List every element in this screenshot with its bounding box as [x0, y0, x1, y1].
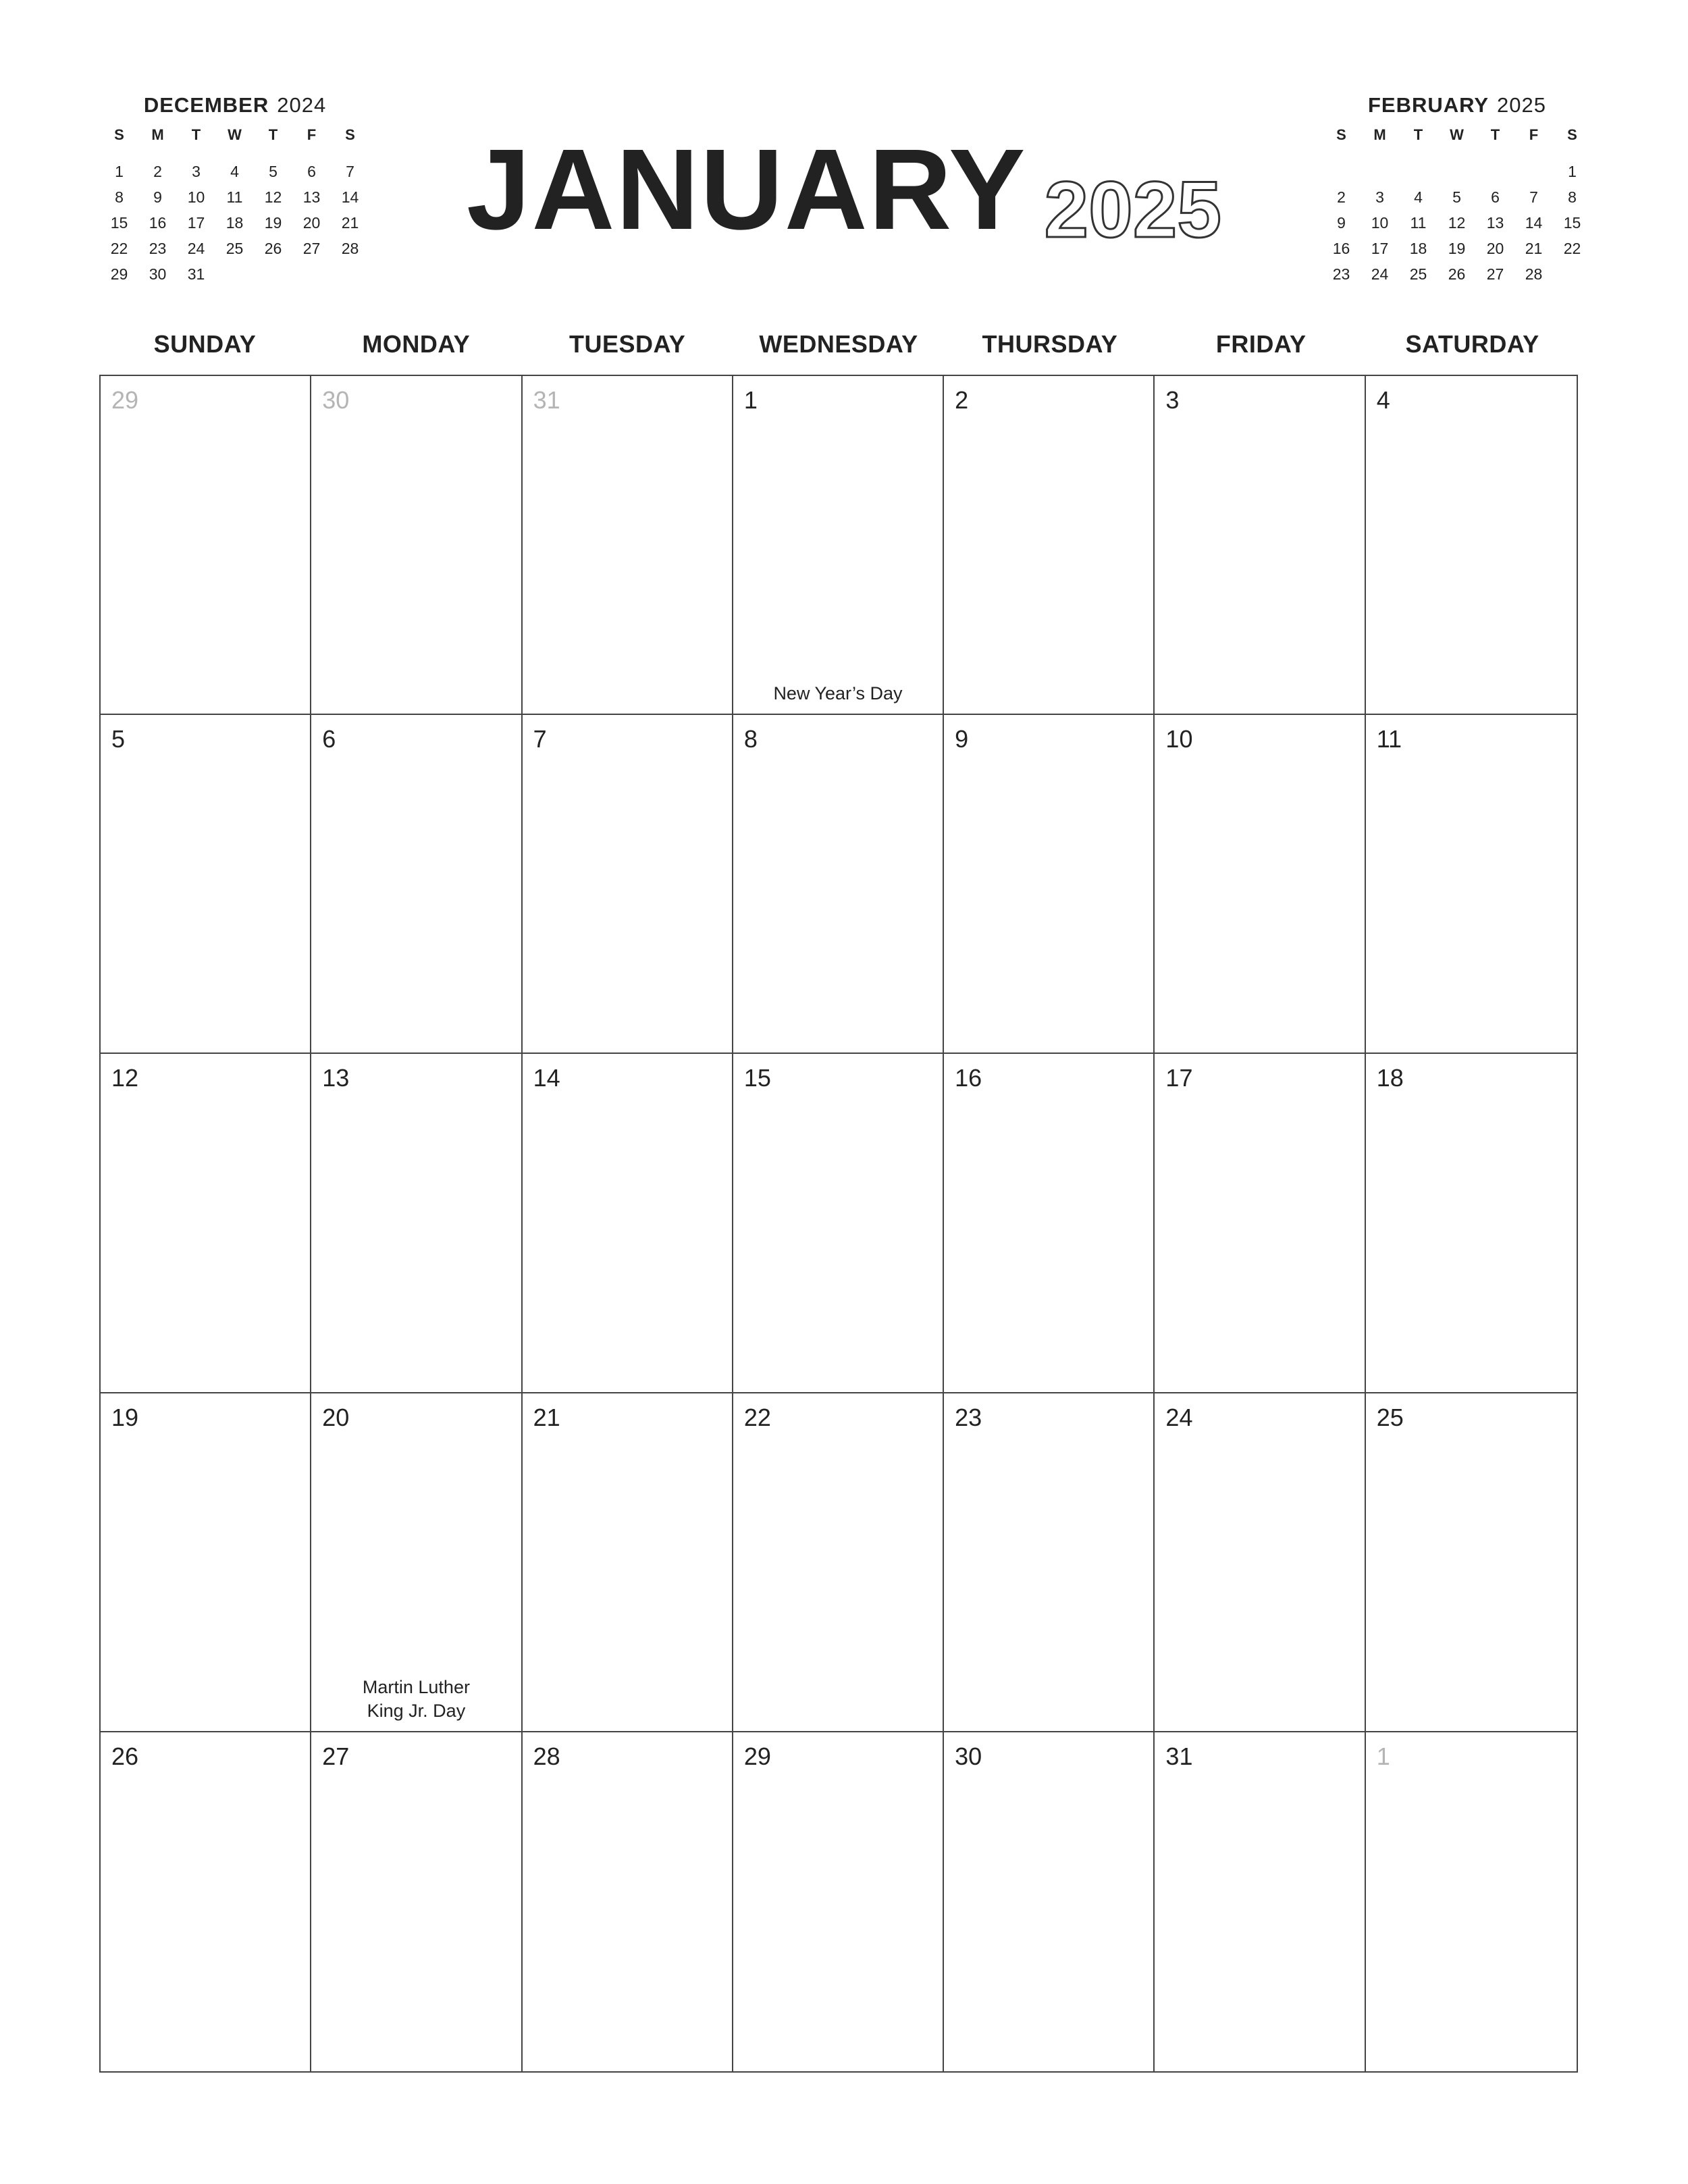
day-number: 2	[955, 386, 969, 414]
day-cell[interactable]	[1155, 1732, 1365, 2071]
mini-day: 18	[1409, 240, 1427, 257]
day-number-adjacent-month: 30	[322, 386, 350, 414]
day-number: 12	[111, 1064, 139, 1092]
mini-day: 21	[1525, 240, 1543, 257]
day-number: 13	[322, 1064, 350, 1092]
mini-day-header: M	[1373, 126, 1386, 143]
day-cell[interactable]	[1155, 1054, 1365, 1393]
mini-day: 13	[302, 188, 321, 206]
day-cell[interactable]	[311, 1054, 522, 1393]
day-cell[interactable]	[311, 376, 522, 715]
mini-day: 25	[226, 240, 244, 257]
mini-day	[1553, 261, 1591, 287]
mini-day	[1322, 159, 1361, 184]
mini-day: 15	[1563, 214, 1581, 232]
day-cell[interactable]	[1155, 715, 1365, 1054]
mini-day: 14	[1525, 214, 1543, 232]
mini-day: 13	[1486, 214, 1504, 232]
mini-day: 28	[341, 240, 359, 257]
mini-calendar-grid	[1322, 125, 1592, 313]
mini-day: 4	[1414, 188, 1423, 206]
weekday-header: SATURDAY	[1405, 330, 1539, 358]
mini-calendar-month: DECEMBER	[143, 93, 269, 117]
day-cell[interactable]	[733, 1054, 944, 1393]
day-cell[interactable]	[101, 1732, 311, 2071]
mini-day: 9	[1337, 214, 1346, 232]
mini-day: 5	[1452, 188, 1461, 206]
day-cell[interactable]	[733, 376, 944, 715]
mini-day: 27	[1486, 265, 1504, 283]
holiday-label: New Year’s Day	[773, 683, 903, 704]
mini-day: 5	[269, 163, 278, 180]
mini-day-header: F	[307, 126, 317, 143]
mini-day: 21	[341, 214, 359, 232]
day-number: 4	[1376, 386, 1390, 414]
day-cell[interactable]	[1366, 376, 1577, 715]
day-number: 26	[111, 1742, 139, 1770]
day-cell[interactable]	[523, 376, 733, 715]
mini-day: 17	[1371, 240, 1389, 257]
mini-day: 18	[226, 214, 244, 232]
day-number: 28	[533, 1742, 560, 1770]
mini-day	[100, 287, 138, 313]
weekday-header: TUESDAY	[569, 330, 686, 358]
day-cell[interactable]	[944, 1393, 1155, 1732]
day-cell[interactable]	[523, 1732, 733, 2071]
day-number: 10	[1165, 725, 1193, 753]
mini-day: 19	[264, 214, 282, 232]
mini-day: 28	[1525, 265, 1543, 283]
day-number: 5	[111, 725, 126, 753]
day-number: 6	[322, 725, 336, 753]
mini-day-header: W	[1450, 126, 1464, 143]
mini-calendar-month: FEBRUARY	[1367, 93, 1489, 117]
day-cell[interactable]	[311, 1393, 522, 1732]
mini-day: 11	[1410, 214, 1427, 232]
mini-day: 3	[1375, 188, 1384, 206]
day-cell[interactable]	[1366, 1732, 1577, 2071]
weekday-header: THURSDAY	[982, 330, 1118, 358]
mini-day: 1	[1568, 163, 1577, 180]
mini-day	[1514, 159, 1553, 184]
day-cell[interactable]	[944, 1054, 1155, 1393]
day-number: 11	[1376, 725, 1402, 753]
day-cell[interactable]	[733, 1393, 944, 1732]
mini-day: 20	[302, 214, 321, 232]
mini-day: 22	[110, 240, 128, 257]
mini-day: 19	[1448, 240, 1466, 257]
day-number: 16	[955, 1064, 982, 1092]
mini-day: 8	[115, 188, 124, 206]
mini-calendar-title	[1322, 91, 1592, 119]
day-number: 20	[322, 1403, 350, 1431]
day-number: 23	[955, 1403, 982, 1431]
day-number: 17	[1165, 1064, 1193, 1092]
mini-day: 7	[346, 163, 354, 180]
mini-day-header: T	[268, 126, 278, 143]
mini-day: 24	[187, 240, 205, 257]
weekday-header: SUNDAY	[153, 330, 257, 358]
mini-day	[1438, 159, 1476, 184]
day-cell[interactable]	[944, 376, 1155, 715]
day-cell[interactable]	[1155, 1393, 1365, 1732]
mini-day: 16	[1332, 240, 1350, 257]
mini-day: 6	[1491, 188, 1500, 206]
mini-day-header: M	[151, 126, 164, 143]
mini-calendar-year: 2025	[1497, 93, 1547, 117]
day-number: 27	[322, 1742, 350, 1770]
mini-day-header: S	[114, 126, 124, 143]
day-cell[interactable]	[944, 1732, 1155, 2071]
mini-day-header: T	[1413, 126, 1423, 143]
weekday-header-row	[99, 324, 1578, 365]
day-cell[interactable]	[101, 376, 311, 715]
day-number: 15	[743, 1064, 771, 1092]
day-number: 25	[1376, 1403, 1404, 1431]
mini-day: 27	[302, 240, 321, 257]
day-number-adjacent-month: 29	[111, 386, 139, 414]
mini-day: 16	[149, 214, 167, 232]
mini-day: 12	[264, 188, 282, 206]
mini-day: 10	[1371, 214, 1389, 232]
mini-day: 31	[187, 265, 205, 283]
day-cell[interactable]	[101, 1393, 311, 1732]
day-cell[interactable]	[944, 715, 1155, 1054]
day-number: 22	[743, 1403, 771, 1431]
mini-day: 20	[1486, 240, 1504, 257]
mini-day: 3	[192, 163, 201, 180]
mini-day: 22	[1563, 240, 1581, 257]
day-number: 8	[743, 725, 758, 753]
mini-day: 26	[1448, 265, 1466, 283]
day-cell[interactable]	[1366, 715, 1577, 1054]
mini-day-header: T	[1490, 126, 1500, 143]
mini-day: 6	[307, 163, 316, 180]
mini-day: 25	[1409, 265, 1427, 283]
mini-day	[1476, 159, 1514, 184]
mini-day: 7	[1529, 188, 1538, 206]
day-cell[interactable]	[1366, 1054, 1577, 1393]
mini-calendar-title	[100, 91, 370, 119]
mini-day-header: S	[345, 126, 355, 143]
day-number: 7	[533, 725, 547, 753]
mini-day	[1361, 159, 1399, 184]
mini-day: 30	[149, 265, 167, 283]
day-number: 21	[533, 1403, 560, 1431]
mini-day: 17	[187, 214, 205, 232]
day-cell[interactable]	[101, 715, 311, 1054]
day-number-adjacent-month: 1	[1376, 1742, 1390, 1770]
mini-day: 14	[341, 188, 359, 206]
mini-day: 23	[1332, 265, 1350, 283]
mini-day-header: F	[1529, 126, 1539, 143]
day-cell[interactable]	[101, 1054, 311, 1393]
day-cell[interactable]	[733, 1732, 944, 2071]
day-cell[interactable]	[523, 1393, 733, 1732]
day-number: 9	[955, 725, 969, 753]
weekday-header: MONDAY	[362, 330, 471, 358]
mini-day: 26	[264, 240, 282, 257]
mini-day: 15	[110, 214, 128, 232]
mini-day: 10	[187, 188, 205, 206]
day-number: 18	[1376, 1064, 1404, 1092]
mini-day-header: S	[1336, 126, 1346, 143]
mini-day-header: W	[228, 126, 242, 143]
month-grid	[99, 375, 1578, 2073]
day-number-adjacent-month: 31	[533, 386, 560, 414]
mini-day: 9	[153, 188, 162, 206]
mini-day-header: S	[1567, 126, 1577, 143]
day-cell[interactable]	[733, 715, 944, 1054]
day-number: 30	[955, 1742, 982, 1770]
mini-day: 24	[1371, 265, 1389, 283]
mini-day-header: T	[191, 126, 201, 143]
mini-day: 4	[230, 163, 239, 180]
mini-day: 29	[110, 265, 128, 283]
weekday-header: FRIDAY	[1215, 330, 1307, 358]
day-number: 1	[743, 386, 758, 414]
mini-day: 8	[1568, 188, 1577, 206]
day-cell[interactable]	[311, 1732, 522, 2071]
title-year: 2025	[1044, 165, 1221, 255]
day-number: 14	[533, 1064, 560, 1092]
mini-day: 2	[153, 163, 162, 180]
weekday-header: WEDNESDAY	[759, 330, 918, 358]
mini-day: 23	[149, 240, 167, 257]
mini-calendar-next-month	[1322, 91, 1592, 313]
mini-day	[1322, 287, 1361, 313]
mini-day	[1399, 159, 1438, 184]
day-cell[interactable]	[1155, 376, 1365, 715]
day-number: 19	[111, 1403, 139, 1431]
day-number: 24	[1165, 1403, 1193, 1431]
day-number: 31	[1165, 1742, 1193, 1770]
mini-calendar-year: 2024	[277, 93, 327, 117]
day-number: 29	[743, 1742, 771, 1770]
mini-day: 11	[226, 188, 243, 206]
day-cell[interactable]	[523, 1054, 733, 1393]
day-cell[interactable]	[311, 715, 522, 1054]
mini-day: 1	[115, 163, 124, 180]
day-cell[interactable]	[523, 715, 733, 1054]
holiday-label: Martin Luther King Jr. Day	[362, 1676, 470, 1721]
title-month: JANUARY	[467, 126, 1027, 254]
mini-day: 2	[1337, 188, 1346, 206]
day-number: 3	[1165, 386, 1180, 414]
mini-day: 12	[1448, 214, 1466, 232]
day-cell[interactable]	[1366, 1393, 1577, 1732]
